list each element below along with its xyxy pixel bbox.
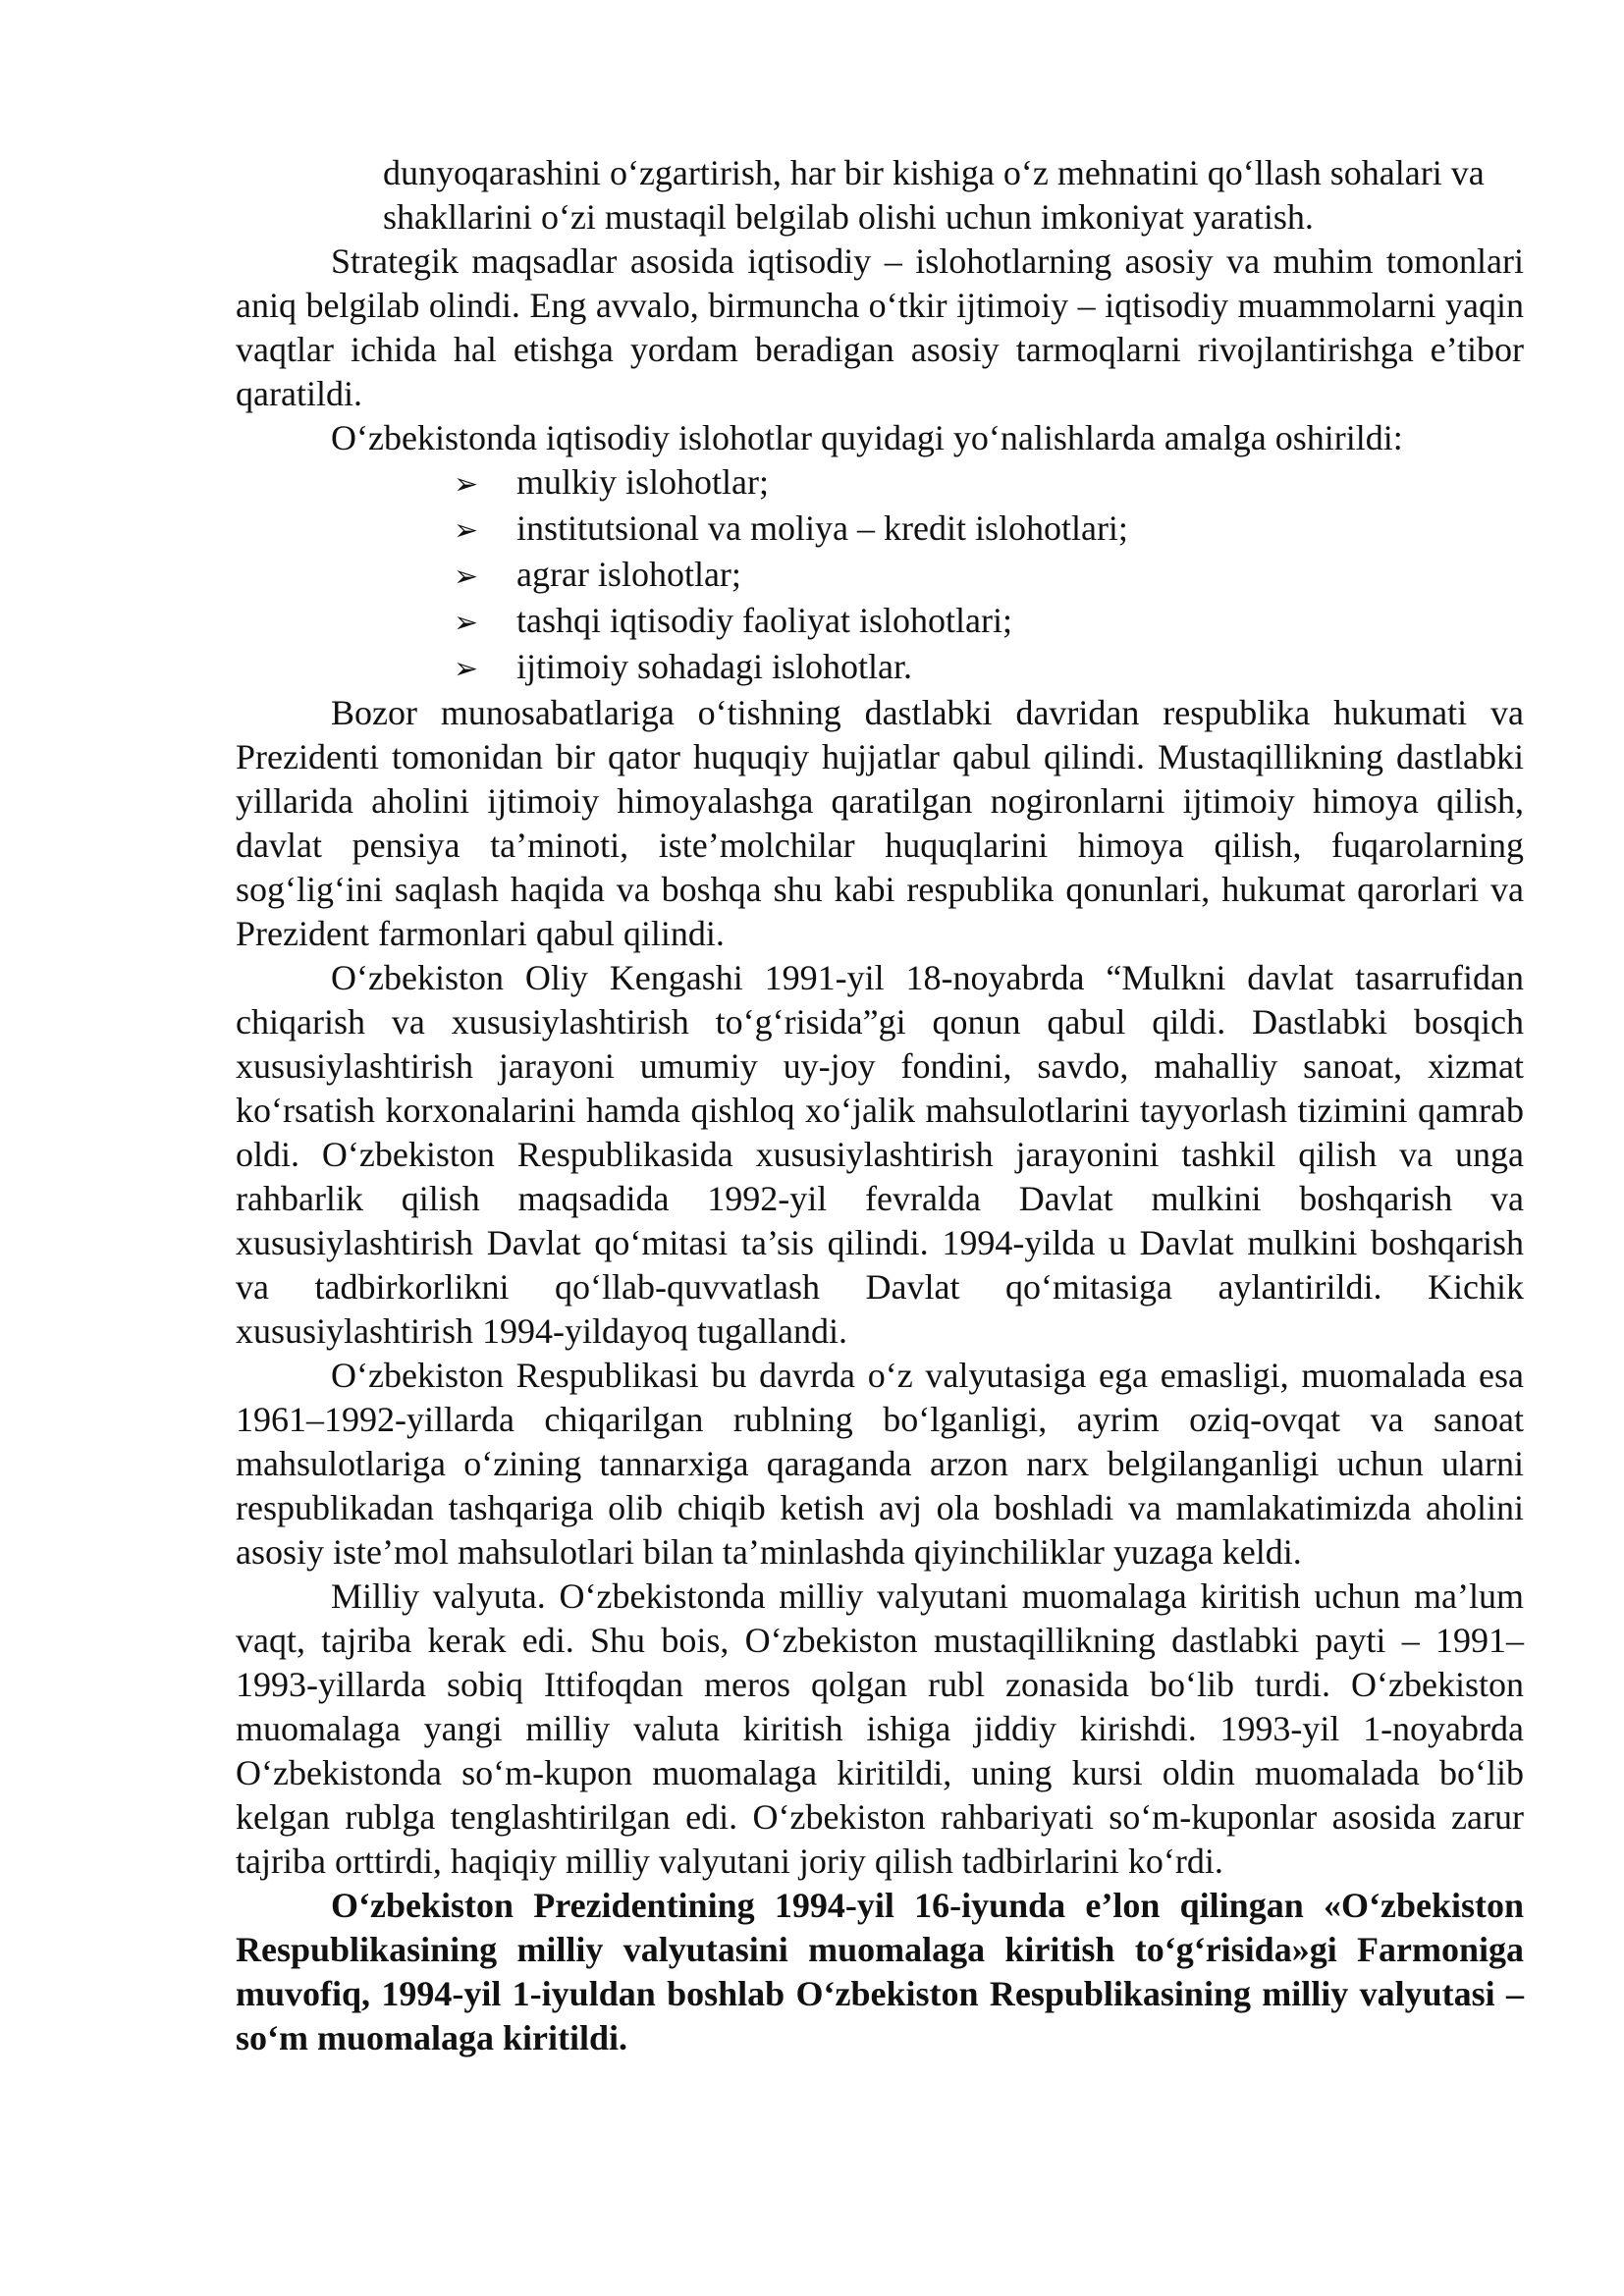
list-item bbox=[454, 599, 1524, 645]
arrow-bullet-icon: ➢ bbox=[454, 513, 479, 548]
document-page bbox=[236, 151, 1524, 2060]
list-item bbox=[454, 645, 1524, 691]
arrow-bullet-icon: ➢ bbox=[454, 560, 479, 594]
list-item-text: institutsional va moliya – kredit islohotlari; bbox=[516, 508, 1128, 548]
paragraph-legal-acts: Bozor munosabatlariga o‘tishning dastlabki davridan respublika hukumati va Prezidenti tomonidan bir qator huquqiy hujjatlar qabul qilindi. Mustaqillikning dastlabki yillarida aholini ijtimoiy himoyalashga qaratilgan nogironlarni ijtimoiy himoya qilish, davlat pensiya ta’minoti, iste’molchilar huquqlarini himoya qilish, fuqarolarning sog‘lig‘ini saqlash haqida va boshqa shu kabi respublika qonunlari, hukumat qarorlari va Prezident farmonlari qabul qilindi. bbox=[236, 693, 1524, 953]
paragraph-strategic-goals: Strategik maqsadlar asosida iqtisodiy – islohotlarning asosiy va muhim tomonlari aniq belgilab olindi. Eng avvalo, birmuncha o‘tkir ijtimoiy – iqtisodiy muammolarni yaqin vaqtlar ichida hal etishga yordam beradigan asosiy tarmoqlarni rivojlantirishga e’tibor qaratildi. bbox=[236, 241, 1524, 413]
paragraph-privatization: O‘zbekiston Oliy Kengashi 1991-yil 18-noyabrda “Mulkni davlat tasarrufidan chiqarish va xususiylashtirish to‘g‘risida”gi qonun qabul qildi. Dastlabki bosqich xususiylashtirish jarayoni umumiy uy-joy fondini, savdo, mahalliy sanoat, xizmat ko‘rsatish korxonalarini hamda qishloq xo‘jalik mahsulotlarini tayyorlash tizimini qamrab oldi. O‘zbekiston Respublikasida xususiylashtirish jarayonini tashkil qilish va unga rahbarlik qilish maqsadida 1992-yil fevralda Davlat mulkini boshqarish va xususiylashtirish Davlat qo‘mitasi ta’sis qilindi. 1994-yilda u Davlat mulkini boshqarish va tadbirkorlikni qo‘llab-quvvatlash Davlat qo‘mitasiga aylantirildi. Kichik xususiylashtirish 1994-yildayoq tugallandi. bbox=[236, 958, 1524, 1351]
list-item-text: tashqi iqtisodiy faoliyat islohotlari; bbox=[516, 601, 1012, 640]
paragraph-reform-directions: O‘zbekistonda iqtisodiy islohotlar quyidagi yo‘nalishlarda amalga oshirildi: bbox=[331, 418, 1403, 457]
list-item-text: ijtimoiy sohadagi islohotlar. bbox=[516, 647, 912, 686]
paragraph-currency-problems: O‘zbekiston Respublikasi bu davrda o‘z valyutasiga ega emasligi, muomalada esa 1961–1992-yillarda chiqarilgan rublning bo‘lganligi, ayrim oziq-ovqat va sanoat mahsulotlariga o‘zining tannarxiga qaraganda arzon narx belgilanganligi uchun ularni respublikadan tashqariga olib chiqib ketish avj ola boshladi va mamlakatimizda aholini asosiy iste’mol mahsulotlari bilan ta’minlashda qiyinchiliklar yuzaga keldi. bbox=[236, 1356, 1524, 1572]
list-item bbox=[454, 507, 1524, 553]
paragraph-national-currency: Milliy valyuta. O‘zbekistonda milliy valyutani muomalaga kiritish uchun ma’lum vaqt, tajriba kerak edi. Shu bois, O‘zbekiston mustaqillikning dastlabki payti – 1991–1993-yillarda sobiq Ittifoqdan meros qolgan rubl zonasida bo‘lib turdi. O‘zbekiston muomalaga yangi milliy valuta kiritish ishiga jiddiy kirishdi. 1993-yil 1-noyabrda O‘zbekistonda so‘m-kupon muomalaga kiritildi, uning kursi oldin muomalada bo‘lib kelgan rublga tenglashtirilgan edi. O‘zbekiston rahbariyati so‘m-kuponlar asosida zarur tajriba orttirdi, haqiqiy milliy valyutani joriy qilish tadbirlarini ko‘rdi. bbox=[236, 1576, 1524, 1881]
arrow-bullet-icon: ➢ bbox=[454, 467, 479, 502]
arrow-bullet-icon: ➢ bbox=[454, 652, 479, 686]
list-item bbox=[454, 460, 1524, 507]
intro-continuation: dunyoqarashini o‘zgartirish, har bir kishiga o‘z mehnatini qo‘llash sohalari va shakllarini o‘zi mustaqil belgilab olishi uchun imkoniyat yaratish. bbox=[383, 153, 1485, 237]
list-item bbox=[454, 553, 1524, 599]
paragraph-som-introduction: O‘zbekiston Prezidentining 1994-yil 16-iyunda e’lon qilingan «O‘zbekiston Respublikasining milliy valyutasini muomalaga kiritish to‘g‘risida»gi Farmoniga muvofiq, 1994-yil 1-iyuldan boshlab O‘zbekiston Respublikasining milliy valyutasi – so‘m muomalaga kiritildi. bbox=[236, 1886, 1524, 2057]
list-item-text: mulkiy islohotlar; bbox=[516, 462, 769, 502]
list-item-text: agrar islohotlar; bbox=[516, 555, 741, 594]
reform-directions-list bbox=[236, 460, 1524, 691]
arrow-bullet-icon: ➢ bbox=[454, 606, 479, 640]
